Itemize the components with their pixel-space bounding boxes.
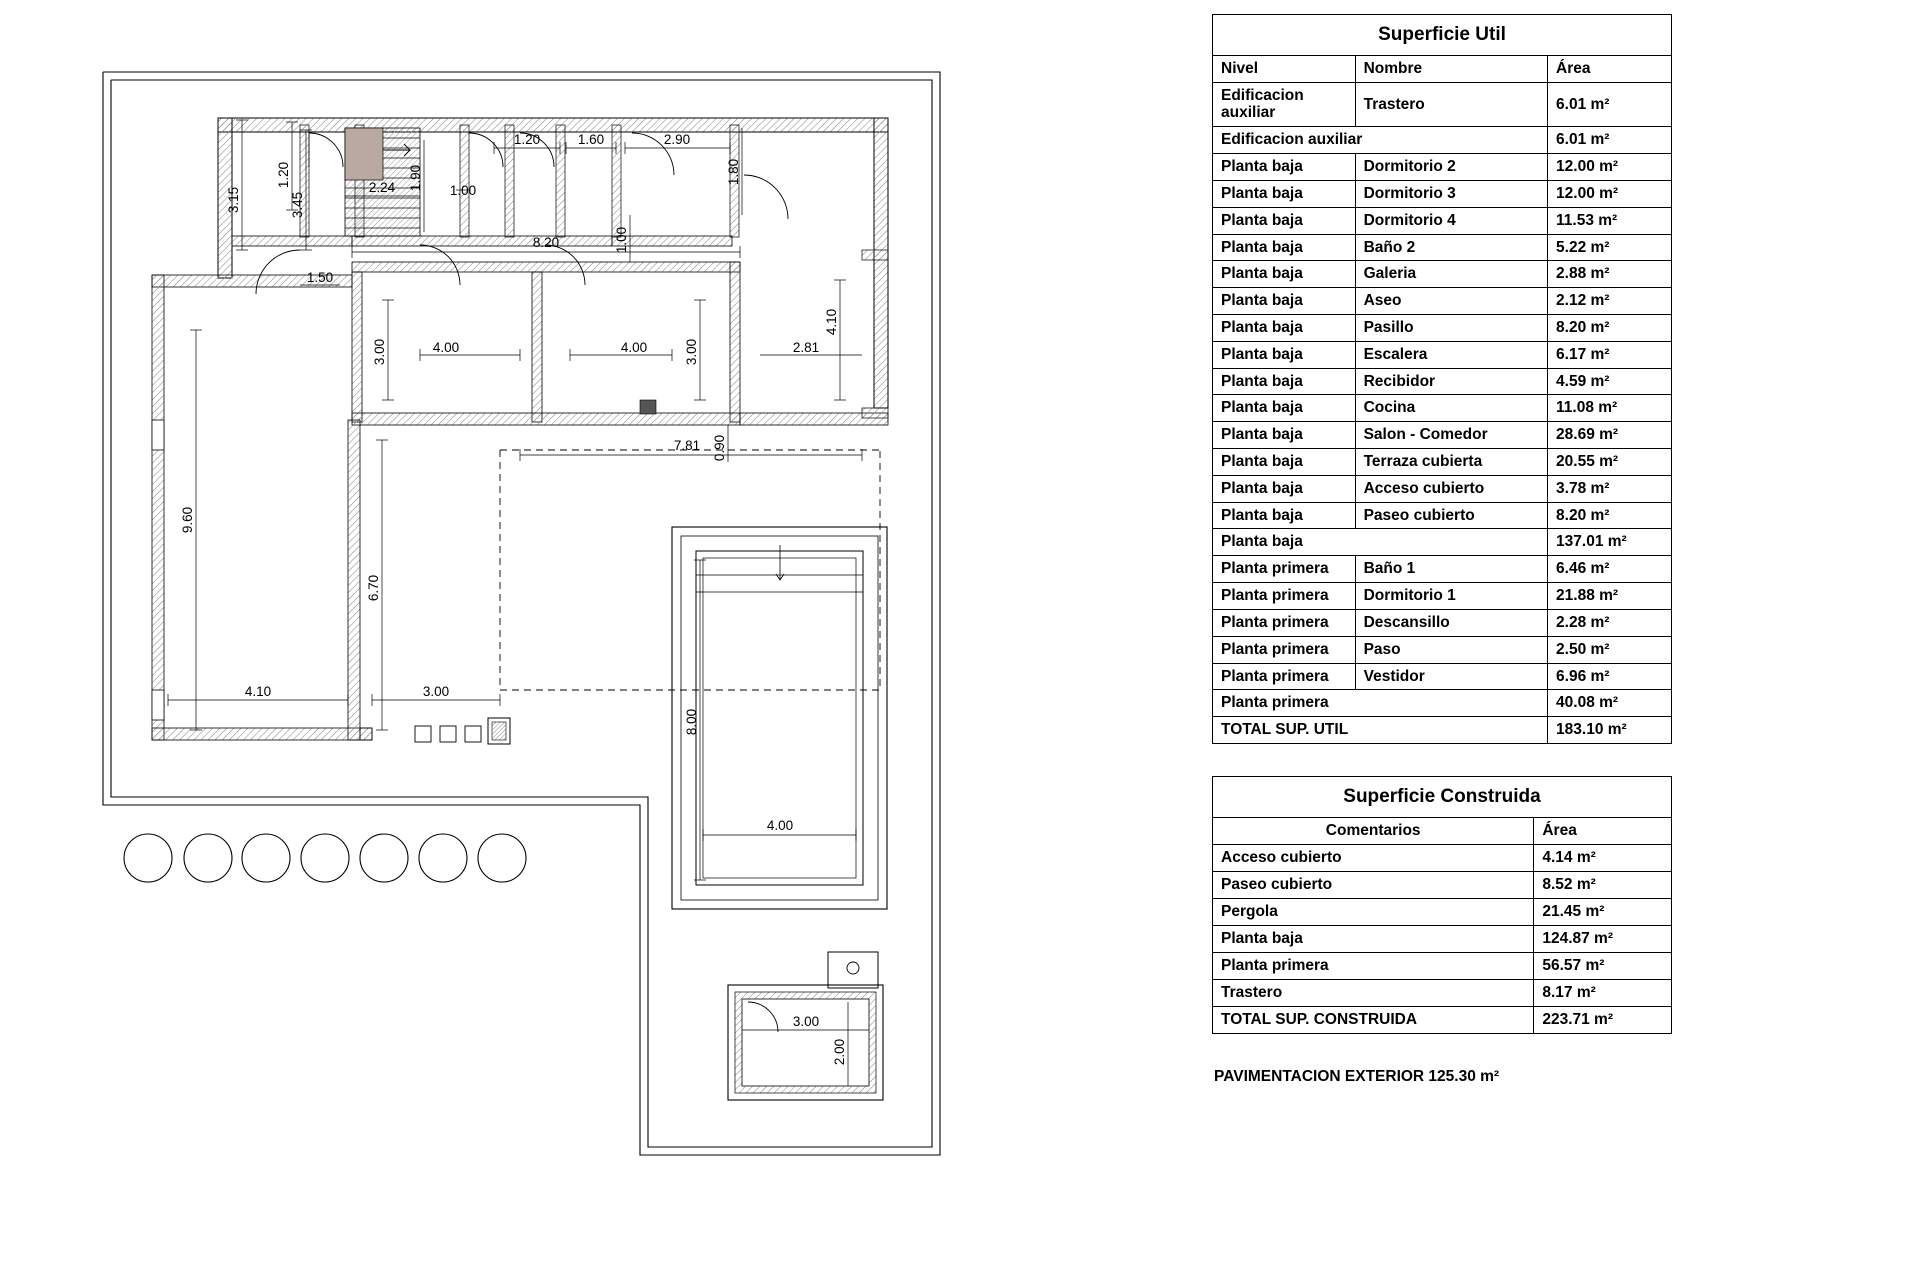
cell-nombre: Galeria [1355, 261, 1547, 288]
table-row [1213, 609, 1672, 636]
cell-nombre: Descansillo [1355, 609, 1547, 636]
cell-nivel: Planta baja [1213, 234, 1356, 261]
cell-nombre: Vestidor [1355, 663, 1547, 690]
cell-nivel: Planta baja [1213, 180, 1356, 207]
cell-nivel: Planta primera [1213, 636, 1356, 663]
cell-nivel: Planta baja [1213, 288, 1356, 315]
table-row [1213, 207, 1672, 234]
cell-area: 4.14 m² [1534, 844, 1672, 871]
cell-area: 11.08 m² [1548, 395, 1672, 422]
dim-3-00-d: 3.00 [792, 1014, 820, 1029]
cell-subtotal-label: Planta baja [1213, 529, 1548, 556]
superficie-util-table [1212, 14, 1672, 744]
table-row [1213, 636, 1672, 663]
cell-area: 2.88 m² [1548, 261, 1672, 288]
cell-nivel: Planta baja [1213, 154, 1356, 181]
table-row [1213, 556, 1672, 583]
cell-nombre: Paseo cubierto [1355, 502, 1547, 529]
pool [672, 527, 887, 909]
table-row [1213, 475, 1672, 502]
cell-nombre: Baño 1 [1355, 556, 1547, 583]
cell-nombre: Trastero [1355, 82, 1547, 127]
cell-area: 2.12 m² [1548, 288, 1672, 315]
table-subtotal-row [1213, 127, 1672, 154]
table-row [1213, 502, 1672, 529]
cell-area: 8.17 m² [1534, 979, 1672, 1006]
table-subtotal-row [1213, 690, 1672, 717]
dim-8-00: 8.00 [684, 708, 699, 736]
cell-subtotal-label: Planta primera [1213, 690, 1548, 717]
cell-area: 6.46 m² [1548, 556, 1672, 583]
pergola-outline [500, 450, 880, 690]
dim-3-15: 3.15 [226, 186, 241, 214]
cell-nivel: Planta primera [1213, 609, 1356, 636]
cell-nivel: Planta baja [1213, 261, 1356, 288]
cell-label: Trastero [1213, 979, 1534, 1006]
dim-4-00-c: 4.00 [766, 818, 794, 833]
cell-nivel: Planta baja [1213, 422, 1356, 449]
table-total-row [1213, 1006, 1672, 1033]
cell-label: Paseo cubierto [1213, 871, 1534, 898]
superficie-util-title: Superficie Util [1213, 15, 1672, 56]
cell-nivel: Planta primera [1213, 663, 1356, 690]
dim-4-00-a: 4.00 [432, 340, 460, 355]
dim-9-60: 9.60 [180, 506, 195, 534]
pavimentacion-exterior-note: PAVIMENTACION EXTERIOR 125.30 m² [1214, 1067, 1500, 1085]
area-schedules [1212, 14, 1682, 1086]
building-walls [152, 118, 888, 744]
dim-2-24: 2.24 [368, 180, 396, 195]
table-row [1213, 449, 1672, 476]
cell-nombre: Dormitorio 3 [1355, 180, 1547, 207]
cell-label: Planta baja [1213, 925, 1534, 952]
cell-subtotal-label: Edificacion auxiliar [1213, 127, 1548, 154]
cell-nombre: Terraza cubierta [1355, 449, 1547, 476]
dim-1-00-b: 1.00 [614, 226, 629, 254]
cell-nivel: Planta primera [1213, 556, 1356, 583]
cell-nombre: Dormitorio 2 [1355, 154, 1547, 181]
dim-7-81: 7.81 [673, 438, 701, 453]
cell-area: 28.69 m² [1548, 422, 1672, 449]
cell-nivel: Planta baja [1213, 502, 1356, 529]
cell-area: 11.53 m² [1548, 207, 1672, 234]
dim-1-20-b: 1.20 [513, 132, 541, 147]
table-row [1213, 395, 1672, 422]
dim-1-80: 1.80 [726, 158, 741, 186]
tree-symbols [124, 834, 526, 882]
cell-nombre: Aseo [1355, 288, 1547, 315]
dim-6-70: 6.70 [366, 574, 381, 602]
cell-nombre: Pasillo [1355, 314, 1547, 341]
cell-area: 4.59 m² [1548, 368, 1672, 395]
cell-nivel: Edificacion auxiliar [1213, 82, 1356, 127]
table-row [1213, 925, 1672, 952]
dim-1-90: 1.90 [408, 164, 423, 192]
cell-area: 12.00 m² [1548, 154, 1672, 181]
dim-3-45: 3.45 [290, 191, 305, 219]
header-nombre: Nombre [1355, 55, 1547, 82]
table-row [1213, 314, 1672, 341]
cell-nivel: Planta primera [1213, 583, 1356, 610]
table-row [1213, 261, 1672, 288]
dim-0-90: 0.90 [712, 434, 727, 462]
cell-area: 8.20 m² [1548, 502, 1672, 529]
cell-nombre: Dormitorio 1 [1355, 583, 1547, 610]
dim-3-00-b: 3.00 [684, 338, 699, 366]
dim-1-20-a: 1.20 [276, 161, 291, 189]
cell-total-label: TOTAL SUP. UTIL [1213, 717, 1548, 744]
table-row [1213, 154, 1672, 181]
superficie-construida-table [1212, 776, 1672, 1034]
dim-4-10-b: 4.10 [244, 684, 272, 699]
cell-subtotal-area: 40.08 m² [1548, 690, 1672, 717]
table-subtotal-row [1213, 529, 1672, 556]
header-area: Área [1548, 55, 1672, 82]
table-header-row [1213, 55, 1672, 82]
table-row [1213, 583, 1672, 610]
cell-area: 5.22 m² [1548, 234, 1672, 261]
cell-area: 6.01 m² [1548, 82, 1672, 127]
dim-1-50: 1.50 [306, 270, 334, 285]
cell-label: Acceso cubierto [1213, 844, 1534, 871]
cell-label: Planta primera [1213, 952, 1534, 979]
table-title-row [1213, 15, 1672, 56]
cell-area: 12.00 m² [1548, 180, 1672, 207]
cell-nivel: Planta baja [1213, 368, 1356, 395]
cell-nivel: Planta baja [1213, 314, 1356, 341]
table-row [1213, 82, 1672, 127]
cell-nivel: Planta baja [1213, 341, 1356, 368]
cell-area: 6.17 m² [1548, 341, 1672, 368]
cell-area: 21.45 m² [1534, 898, 1672, 925]
dim-2-81: 2.81 [792, 340, 820, 355]
table-row [1213, 871, 1672, 898]
cell-area: 124.87 m² [1534, 925, 1672, 952]
dim-1-60: 1.60 [577, 132, 605, 147]
cell-area: 3.78 m² [1548, 475, 1672, 502]
cell-area: 21.88 m² [1548, 583, 1672, 610]
header-comentarios: Comentarios [1213, 817, 1534, 844]
cell-area: 8.52 m² [1534, 871, 1672, 898]
cell-nivel: Planta baja [1213, 449, 1356, 476]
table-row [1213, 952, 1672, 979]
cell-total-label: TOTAL SUP. CONSTRUIDA [1213, 1006, 1534, 1033]
cell-total-area: 183.10 m² [1548, 717, 1672, 744]
table-row [1213, 844, 1672, 871]
cell-area: 56.57 m² [1534, 952, 1672, 979]
cell-nombre: Escalera [1355, 341, 1547, 368]
dim-8-20: 8.20 [532, 235, 560, 250]
table-row [1213, 288, 1672, 315]
dim-3-00-a: 3.00 [372, 338, 387, 366]
cell-nombre: Paso [1355, 636, 1547, 663]
table-row [1213, 341, 1672, 368]
table-row [1213, 368, 1672, 395]
cell-total-area: 223.71 m² [1534, 1006, 1672, 1033]
cell-nombre: Baño 2 [1355, 234, 1547, 261]
dim-2-00: 2.00 [832, 1038, 847, 1066]
cell-nombre: Dormitorio 4 [1355, 207, 1547, 234]
dim-1-00-a: 1.00 [449, 183, 477, 198]
cell-area: 2.50 m² [1548, 636, 1672, 663]
dim-4-00-b: 4.00 [620, 340, 648, 355]
cell-label: Pergola [1213, 898, 1534, 925]
table-title-row [1213, 776, 1672, 817]
cell-area: 8.20 m² [1548, 314, 1672, 341]
cell-subtotal-area: 6.01 m² [1548, 127, 1672, 154]
table-row [1213, 663, 1672, 690]
table-total-row [1213, 717, 1672, 744]
table-row [1213, 234, 1672, 261]
superficie-construida-title: Superficie Construida [1213, 776, 1672, 817]
dim-4-10-a: 4.10 [824, 308, 839, 336]
cell-nombre: Salon - Comedor [1355, 422, 1547, 449]
cell-nombre: Acceso cubierto [1355, 475, 1547, 502]
table-row [1213, 180, 1672, 207]
table-header-row [1213, 817, 1672, 844]
dim-3-00-c: 3.00 [422, 684, 450, 699]
cell-nombre: Recibidor [1355, 368, 1547, 395]
table-row [1213, 898, 1672, 925]
cell-nivel: Planta baja [1213, 395, 1356, 422]
header-area: Área [1534, 817, 1672, 844]
cell-area: 20.55 m² [1548, 449, 1672, 476]
table-row [1213, 979, 1672, 1006]
cell-nivel: Planta baja [1213, 475, 1356, 502]
cell-nivel: Planta baja [1213, 207, 1356, 234]
cell-subtotal-area: 137.01 m² [1548, 529, 1672, 556]
header-nivel: Nivel [1213, 55, 1356, 82]
cell-area: 6.96 m² [1548, 663, 1672, 690]
cell-area: 2.28 m² [1548, 609, 1672, 636]
table-row [1213, 422, 1672, 449]
dim-2-90: 2.90 [663, 132, 691, 147]
cell-nombre: Cocina [1355, 395, 1547, 422]
